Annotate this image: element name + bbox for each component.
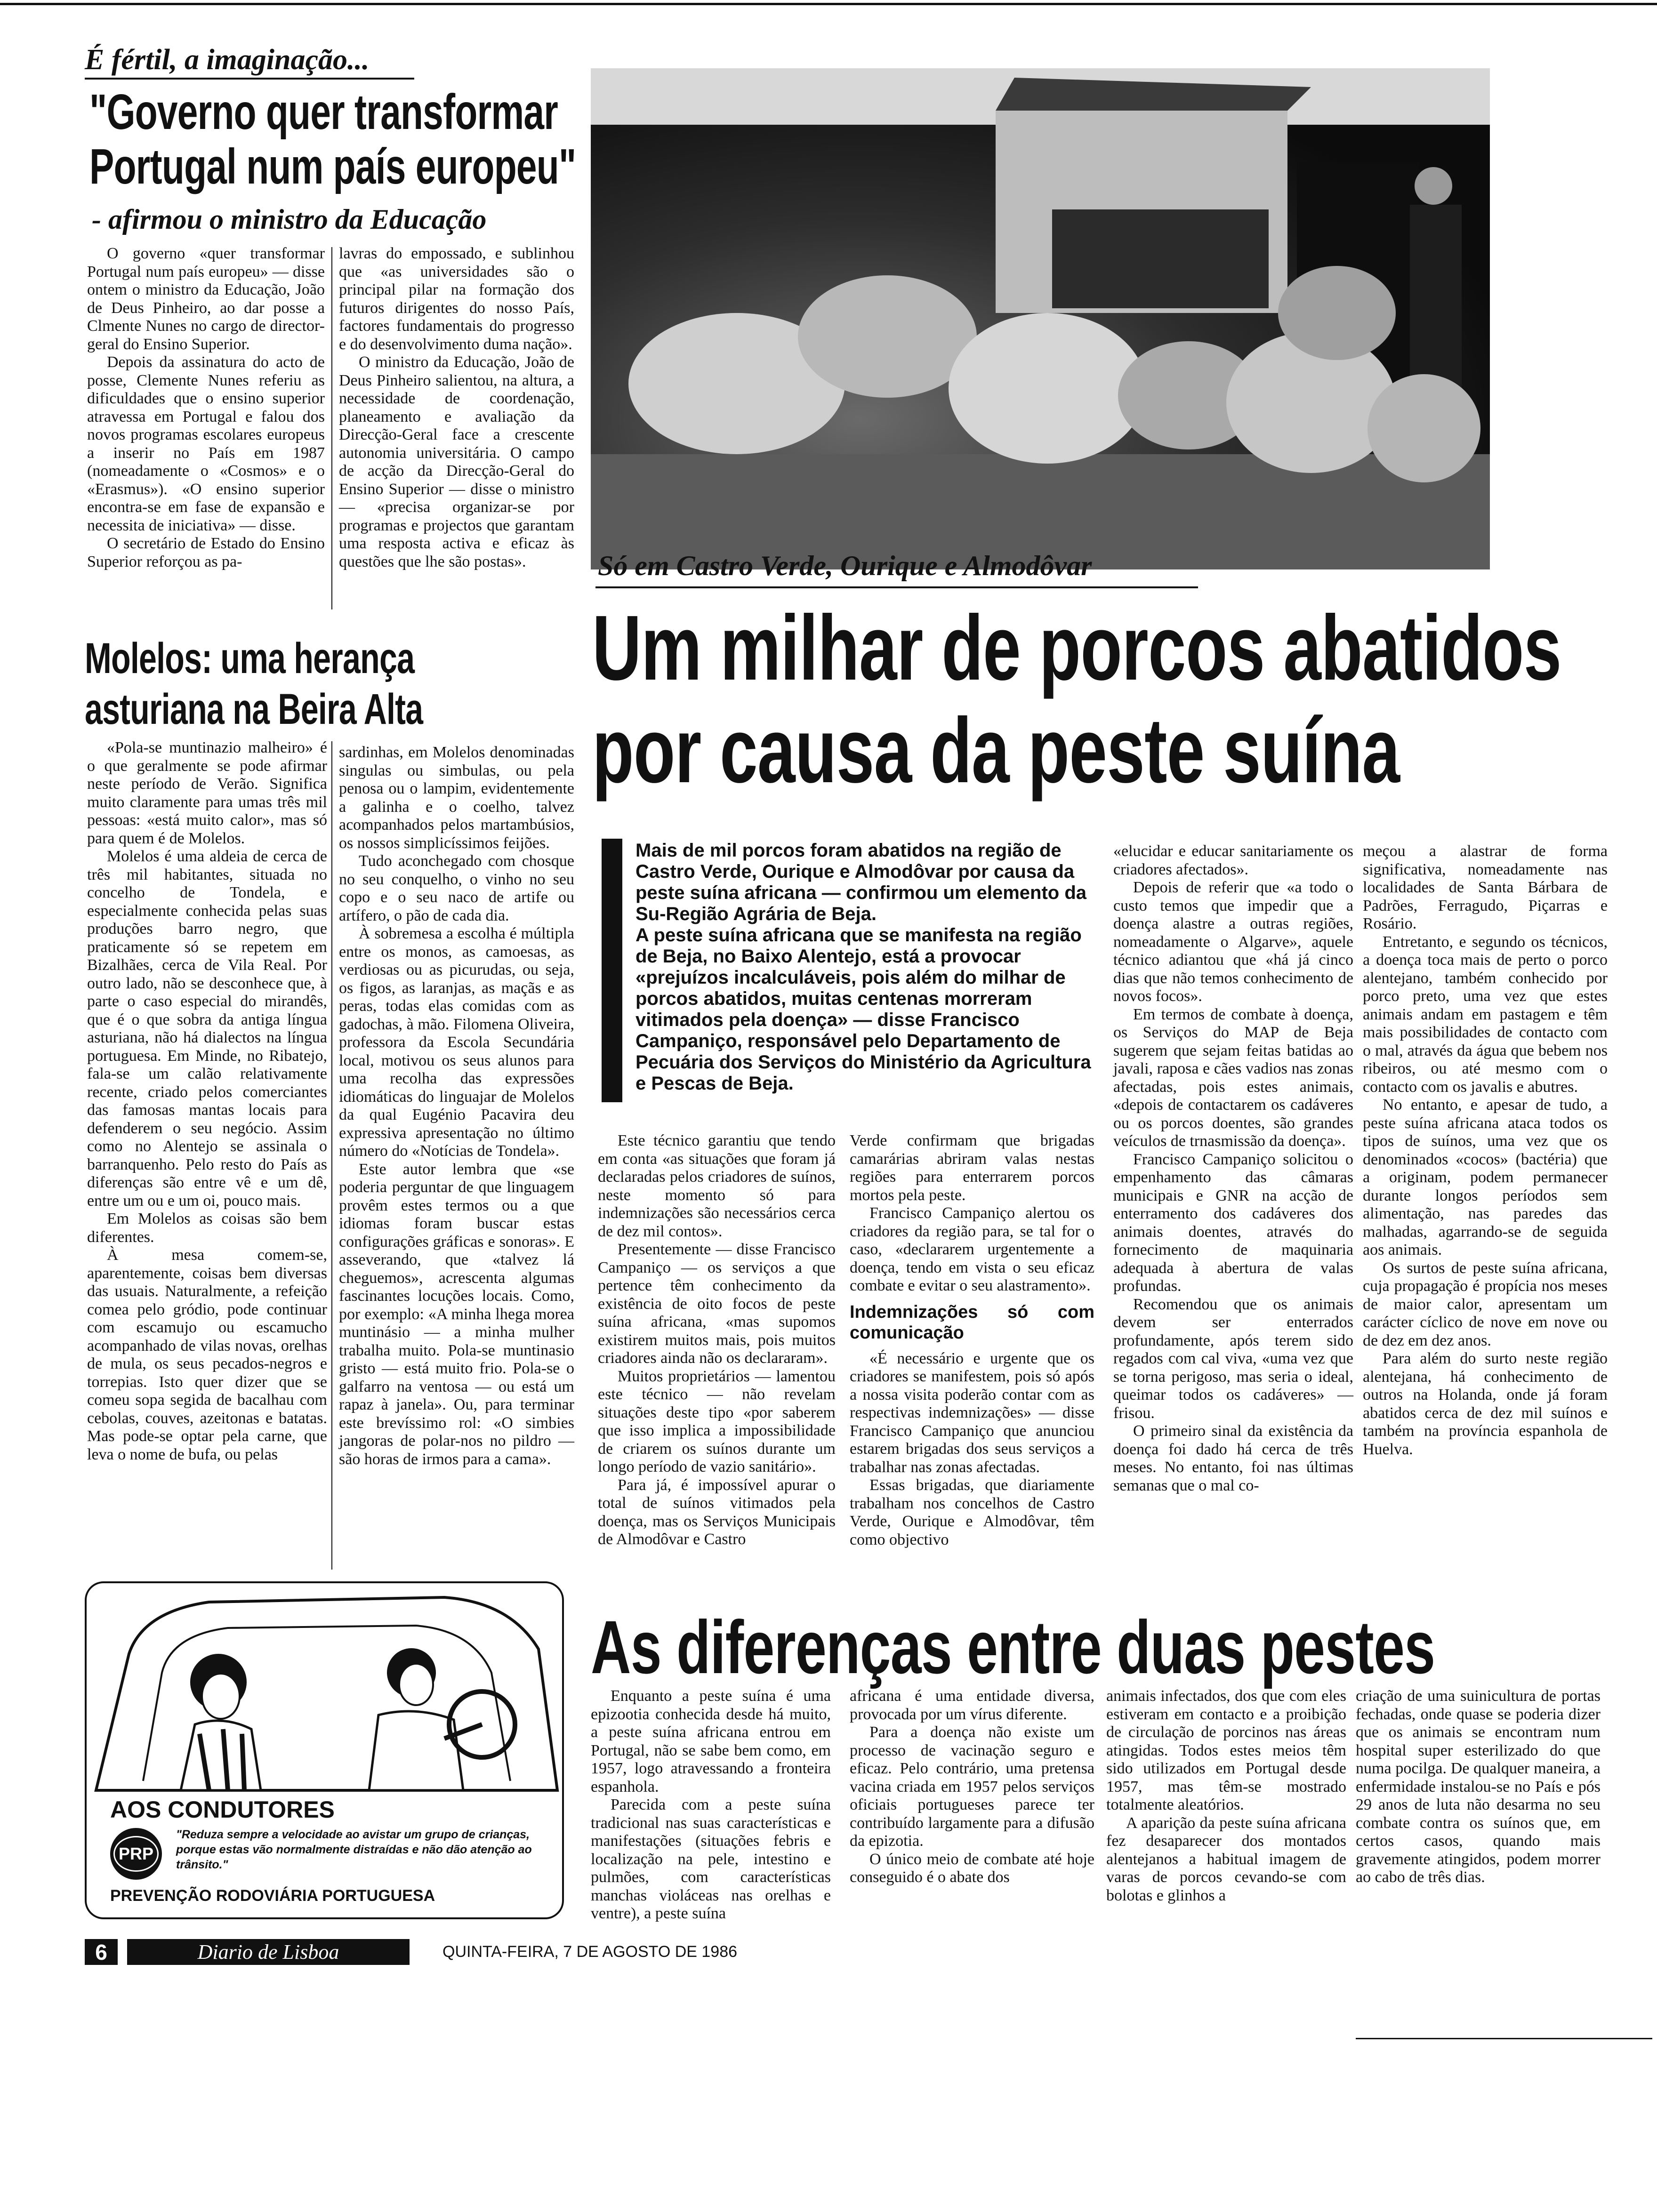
paragraph: Entretanto, e segundo os técnicos, a doença toca mais de perto o porco alentejano, também conhecido por porco preto, uma vez que estes animais andam em pastagem e têm mais possibilidades de contacto com o mal, através da água que bebem nos ribeiros, ou até mesmo com o contacto com os javalis e abutres. bbox=[1363, 933, 1608, 1096]
column-rule bbox=[331, 247, 332, 609]
paragraph: Este técnico garantiu que tendo em conta «as situações que foram já declaradas pelos criadores de suínos, neste momento só para indemnizações são necessários cerca de dez mil contos». bbox=[598, 1132, 836, 1240]
article3-column-c bbox=[1113, 842, 1353, 1495]
paragraph: O ministro da Educação, João de Deus Pinheiro salientou, na altura, a necessidade de coordenação, planeamento e avaliação da Direcção-Geral face a crescente autonomia universitária. O campo de acção da Direcção-Geral do Ensino Superior — disse o ministro — «precisa organizar-se por programas e projectos que garantam uma resposta activa e eficaz às questões que lhe são postas». bbox=[339, 353, 574, 570]
article2-column-1 bbox=[87, 739, 327, 1464]
paragraph: Para já, é impossível apurar o total de suínos vitimados pela doença, mas os Serviços Municipais de Almodôvar e Castro bbox=[598, 1476, 836, 1548]
article3-column-d bbox=[1363, 842, 1608, 1459]
article4-column-c bbox=[1106, 1687, 1346, 1905]
page-number bbox=[85, 1939, 118, 1965]
paragraph: A aparição da peste suína africana fez desaparecer dos montados alentejanos a habitual imagem de varas de porcos cevando-se com bolotas e glinhos a bbox=[1106, 1814, 1346, 1904]
article1-subhead: - afirmou o ministro da Educação bbox=[92, 204, 487, 235]
pig-shape bbox=[1367, 374, 1480, 482]
ad-text: "Reduza sempre a velocidade ao avistar um grupo de crianças, porque estas vão normalmente distraídas e não dão atenção ao trânsito." bbox=[176, 1828, 532, 1871]
pig-shape bbox=[1278, 266, 1396, 360]
paragraph: À mesa comem-se, aparentemente, coisas bem diversas das usuais. Naturalmente, a refeição comea pelo gródio, pode continuar com escamujo ou escamucho acompanhado de vilas novas, orelhas de mula, os seus pecados-negros e torrepias. Isto quer dizer que se comeu sopa segida de bacalhau com cebolas, couves, azeitonas e batatas. Mas pode-se optar pela carne, que leva o nome de bufa, ou pelas bbox=[87, 1246, 327, 1463]
prp-logo-icon bbox=[110, 1828, 162, 1880]
article3-headline bbox=[592, 597, 1561, 802]
masthead bbox=[127, 1939, 410, 1965]
paragraph: Recomendou que os animais devem ser enterrados profundamente, após terem sido regados com cal viva, «uma vez que se torna perigoso, mas seria o ideal, queimar todos os cadáveres» — frisou. bbox=[1113, 1295, 1353, 1422]
paragraph: Depois da assinatura do acto de posse, Clemente Nunes referiu as dificuldades que o ensino superior atravessa em Portugal e falou dos novos programas escolares europeus a inserir no País em 1987 (nomeadamente o «Cosmos» e o «Erasmus»). «O ensino superior encontra-se em fase de expansão e necessita de iniciativa» — disse. bbox=[87, 353, 325, 534]
top-border bbox=[0, 3, 1657, 5]
article3-kicker: Só em Castro Verde, Ourique e Almodôvar bbox=[598, 550, 1092, 581]
paragraph: O secretário de Estado do Ensino Superior reforçou as pa- bbox=[87, 535, 325, 570]
page-number-text: 6 bbox=[95, 1940, 107, 1964]
footer-rule bbox=[1356, 2038, 1652, 2039]
paragraph: lavras do empossado, e sublinhou que «as universidades são o principal pilar na formação dos futuros dirigentes do nosso País, factores fundamentais do progresso e do desenvolvimento duma nação». bbox=[339, 245, 574, 353]
article3-headline-line1: Um milhar de porcos abatidos bbox=[592, 596, 1561, 699]
paragraph: Depois de referir que «a todo o custo temos que impedir que a doença alastre a outras regiões, nomeadamente o Algarve», aquele técnico adiantou que «há já cinco dias que não temos conhecimento de novos focos». bbox=[1113, 879, 1353, 1005]
paragraph: criação de uma suinicultura de portas fechadas, onde quase se poderia dizer que os animais se encontram num hospital super esterilizado do que numa pocilga. De qualquer maneira, a enfermidade instalou-se no País e pós 29 anos de luta não desarma no seu combate contra os suínos que, em certos casos, quando mais gravemente atingidos, podem morrer ao cabo de três dias. bbox=[1356, 1687, 1601, 1886]
paragraph: Muitos proprietários — lamentou este técnico — não revelam situações deste tipo «por saberem que isso implica a impossibilidade de criarem os suínos durante um longo período de vazio sanitário». bbox=[598, 1367, 836, 1475]
article3-headline-line2: por causa da peste suína bbox=[592, 699, 1400, 802]
paragraph: No entanto, e apesar de tudo, a peste suína africana ataca todos os tipos de suínos, uma vez que os denominados «cocos» (bactéria) que a originam, podem permanecer durante longos períodos sem alimentação, nas paredes das malhadas, agarrando-se de seguida aos animais. bbox=[1363, 1096, 1608, 1258]
paragraph: Para além do surto neste região alentejana, há conhecimento de outros na Holanda, onde já foram abatidos cerca de dez mil suínos e também na província espanhola de Huelva. bbox=[1363, 1350, 1608, 1458]
paragraph: Em Molelos as coisas são bem diferentes. bbox=[87, 1210, 327, 1246]
article3-kicker-underline bbox=[595, 586, 1198, 588]
article4-column-a bbox=[591, 1687, 831, 1923]
article1-headline-line1: "Governo quer transformar bbox=[89, 84, 558, 140]
paragraph: sardinhas, em Molelos denominadas singulas ou simbulas, ou pela penosa ou o lampim, evidentemente a galinha e o coelho, talvez acompanhados pelos martambúsios, os nossos simplicíssimos feijões. bbox=[339, 744, 574, 852]
paragraph: Francisco Campaniço alertou os criadores da região para, se tal for o caso, «declararem urgentemente a doença, tendo em vista o seu eficaz combate e evitar o seu alastramento». bbox=[850, 1204, 1094, 1294]
article3-subhead: Indemnizações só com comunicação bbox=[850, 1302, 1094, 1343]
pig-shape bbox=[949, 313, 1146, 464]
lead-paragraph: Mais de mil porcos foram abatidos na região de Castro Verde, Ourique e Almodôvar por causa da peste suína africana — confirmou um elemento da Su-Região Agrária de Beja. bbox=[635, 840, 1087, 924]
paragraph: Enquanto a peste suína é uma epizootia conhecida desde há muito, a peste suína africana entrou em Portugal, não se sabe bem como, em 1957, logo atravessando a fronteira espanhola. bbox=[591, 1687, 831, 1795]
paragraph: «elucidar e educar sanitariamente os criadores afectados». bbox=[1113, 842, 1353, 878]
paragraph: Essas brigadas, que diariamente trabalham nos concelhos de Castro Verde, Ourique e Almodôvar, têm como objectivo bbox=[850, 1476, 1094, 1548]
paragraph: O único meio de combate até hoje conseguido é o abate dos bbox=[850, 1850, 1094, 1886]
article1-kicker: É fértil, a imaginação... bbox=[85, 44, 370, 76]
article3-column-a bbox=[598, 1132, 836, 1549]
paragraph: Francisco Campaniço solicitou o empenhamento das câmaras municipais e GNR na acção de enterramento dos cadáveres dos animais doentes, através do fornecimento de maquinaria adequada à abertura de valas profundas. bbox=[1113, 1150, 1353, 1295]
paragraph: Presentemente — disse Francisco Campaniço — os serviços a que pertence têm conhecimento da existência de oito focos de peste suína africana, «mas supomos existirem muitos mais, pois muitos criadores ainda não os declararam». bbox=[598, 1241, 836, 1367]
paragraph: À sobremesa a escolha é múltipla entre os monos, as camoesas, as verdiosas ou as picurudas, ou seja, os figos, as laranjas, as maçãs e as peras, todas elas comidas com as gadochas, à mão. Filomena Oliveira, professora da Escola Secundária local, motivou os seus alunos para uma recolha das expressões idiomáticas do linguajar de Molelos da qual Eugénio Pacavira deu expressiva apresentação no último número do «Notícias de Tondela». bbox=[339, 925, 574, 1160]
column-rule bbox=[331, 741, 332, 1570]
article2-column-2 bbox=[339, 744, 574, 1468]
ad-title: AOS CONDUTORES bbox=[110, 1796, 335, 1823]
article3-lead bbox=[635, 840, 1106, 1094]
paragraph: «É necessário e urgente que os criadores se manifestem, pois só após a nossa visita poderão contar com as respectivas indemnizações» — disse Francisco Campaniço que anunciou estarem brigadas dos seus serviços a trabalhar nas zonas afectadas. bbox=[850, 1349, 1094, 1476]
article2-headline bbox=[85, 633, 423, 735]
paragraph: «Pola-se muntinazio malheiro» é o que geralmente se pode afirmar neste período de Verão. Significa muito claramente para umas três mil pessoas: «está muito calor», mas só para quem é de Molelos. bbox=[87, 739, 327, 847]
paragraph: O primeiro sinal da existência da doença foi dado há cerca de três meses. No entanto, foi nas últimas semanas que o mal co- bbox=[1113, 1422, 1353, 1494]
article1-headline bbox=[89, 85, 576, 194]
paragraph: Os surtos de peste suína africana, cuja propagação é propícia nos meses de maior calor, apresentam um carácter cíclico de nove em nove ou de dez em dez anos. bbox=[1363, 1259, 1608, 1349]
road-safety-ad bbox=[85, 1581, 564, 1919]
paragraph: Em termos de combate à doença, os Serviços do MAP de Beja sugerem que sejam feitas batidas ao javali, raposa e cães vadios nas zonas afectadas, pois estes animais, «depois de contactarem os cadáveres ou os porcos doentes, são grandes veículos de trnasmissão da doença». bbox=[1113, 1005, 1353, 1150]
prp-logo-text: PRP bbox=[113, 1836, 159, 1872]
ad-organization: PREVENÇÃO RODOVIÁRIA PORTUGUESA bbox=[110, 1887, 435, 1905]
paragraph: O governo «quer transformar Portugal num país europeu» — disse ontem o ministro da Educação, João de Deus Pinheiro, ao dar posse a Clmente Nunes no cargo de director-geral do Ensino Superior. bbox=[87, 245, 325, 353]
paragraph: africana é uma entidade diversa, provocada por um vírus diferente. bbox=[850, 1687, 1094, 1723]
article1-column-1 bbox=[87, 245, 325, 571]
paragraph: Para a doença não existe um processo de vacinação seguro e eficaz. Pelo contrário, uma pretensa vacina criada em 1957 pelos serviços oficiais portugueses parece ter contribuído largamente para a difusão da epizotia. bbox=[850, 1723, 1094, 1850]
article1-kicker-underline bbox=[85, 78, 414, 80]
paragraph: Verde confirmam que brigadas camarárias abriram valas nestas regiões para enterrarem porcos mortos pela peste. bbox=[850, 1132, 1094, 1204]
article1-headline-line2: Portugal num país europeu" bbox=[89, 139, 576, 194]
paragraph: meçou a alastrar de forma significativa, nomeadamente nas localidades de Santa Bárbara de Padrões, Ferragudo, Piçarras e Rosário. bbox=[1363, 842, 1608, 932]
article4-headline: As diferenças entre duas pestes bbox=[591, 1605, 1435, 1689]
article3-column-b bbox=[850, 1132, 1094, 1549]
lead-paragraph: A peste suína africana que se manifesta na região de Beja, no Baixo Alentejo, está a provocar «prejuízos incalculáveis, pois além do milhar de porcos abatidos, muitas centenas morreram vitimados pela doença» — disse Francisco Campaniço, responsável pelo Departamento de Pecuária dos Serviços do Ministério da Agricultura e Pescas de Beja. bbox=[635, 925, 1091, 1094]
article2-headline-line2: asturiana na Beira Alta bbox=[85, 685, 423, 733]
paragraph: Parecida com a peste suína tradicional nas suas características e manifestações (situações febris e localização na pele, intestino e pulmões, com características manchas violáceas nas orelhas e ventre), a peste suína bbox=[591, 1796, 831, 1922]
masthead-text: Diario de Lisboa bbox=[197, 1940, 339, 1964]
article4-column-b bbox=[850, 1687, 1094, 1887]
article1-column-2 bbox=[339, 245, 574, 571]
paragraph: Molelos é uma aldeia de cerca de três mil habitantes, situada no concelho de Tondela, e especialmente conhecida pelas suas produções barro negro, que praticamente só se repetem em Bizalhães, cerca de Vila Real. Por outro lado, não se desconhece que, à parte o caso especial do mirandês, que é o que sobra da antiga língua asturiana, não há dialectos na língua portuguesa. Em Minde, no Ribatejo, fala-se um calão relativamente recente, criado pelos comerciantes das famosas mantas locais para defenderem o seu negócio. Assim como no Alentejo se assinala o barranquenho. Pelo resto do País as diferenças são entre vê e um dê, entre um ou e um oi, pouco mais. bbox=[87, 848, 327, 1210]
issue-date: QUINTA-FEIRA, 7 DE AGOSTO DE 1986 bbox=[442, 1943, 738, 1961]
paragraph: Tudo aconchegado com chosque no seu conquelho, o vinho no seu copo e o seu naco de artife ou artífero, o pão de cada dia. bbox=[339, 852, 574, 924]
pigs-photo bbox=[591, 68, 1490, 569]
car-drivers-illustration bbox=[87, 1583, 562, 1800]
article3-lead-bar bbox=[602, 839, 622, 1102]
article4-column-d bbox=[1356, 1687, 1601, 1887]
article2-headline-line1: Molelos: uma herança bbox=[85, 634, 415, 682]
paragraph: animais infectados, dos que com eles estiveram em contacto e a proibição de circulação de porcinos nas áreas atingidas. Todos estes meios têm sido utilizados em Portugal desde 1957, mas têm-se mostrado totalmente aleatórios. bbox=[1106, 1687, 1346, 1813]
paragraph: Este autor lembra que «se poderia perguntar de que linguagem provêm estes termos ou a que idiomas foram buscar estas configurações gráficas e sonoras». E asseverando, que «talvez lá cheguemos», acrescenta algumas fascinantes locuções locais. Como, por exemplo: «A minha lhega morea muntinásio — a minha mulher trabalha muito. Pola-se muntinasio gristo — está muito frio. Pola-se o galfarro na ventosa — ou está um rapaz à janela». Ou, para terminar este brevíssimo rol: «O simbies jangoras de polar-nos no pildro — são horas de irmos para a cama». bbox=[339, 1160, 574, 1468]
